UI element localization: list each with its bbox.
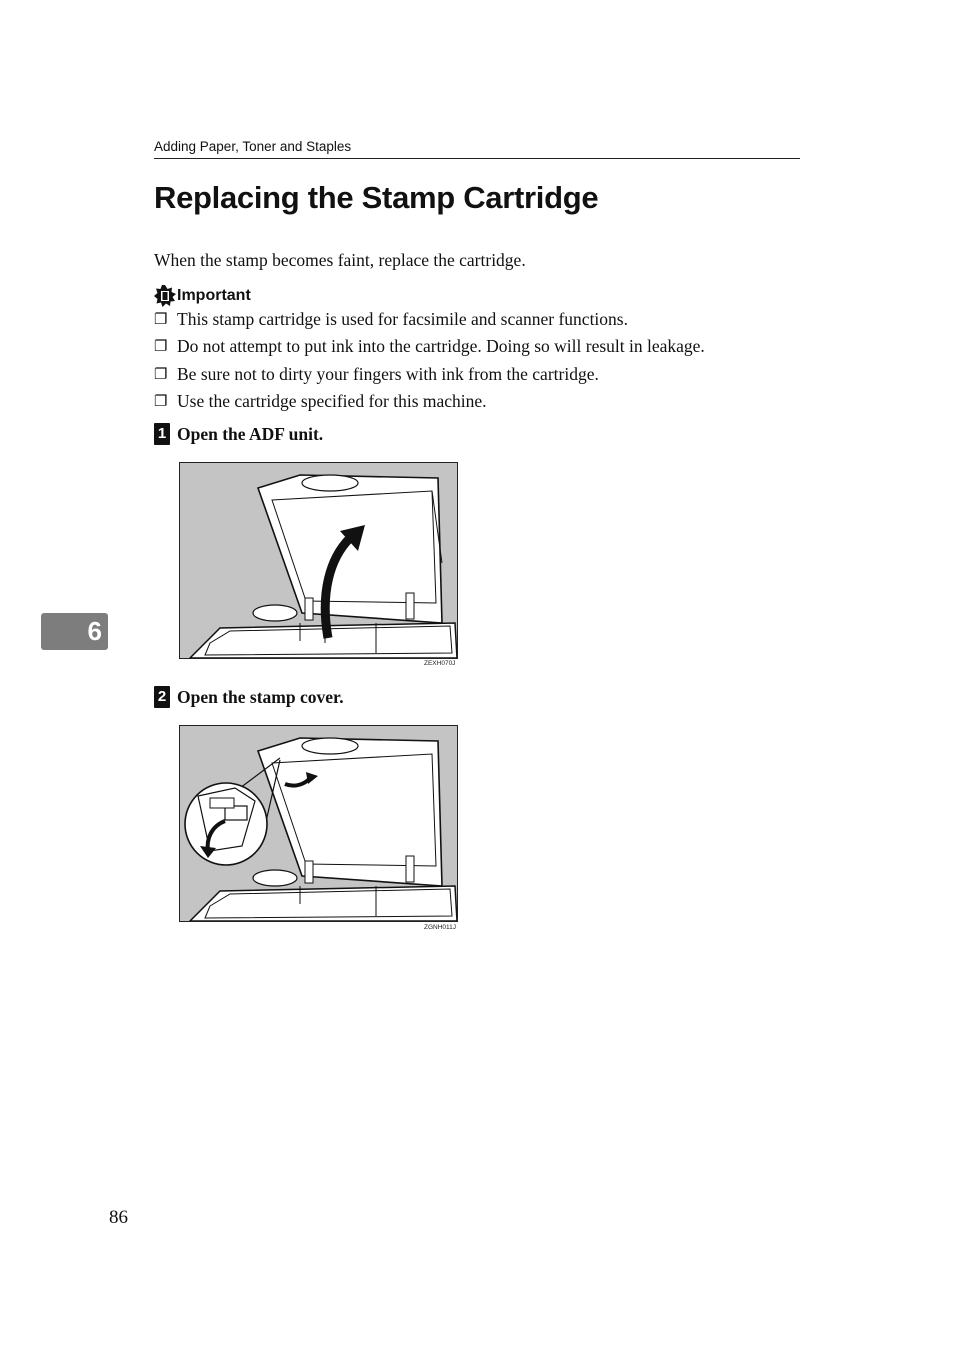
note-item: [154, 364, 705, 391]
note-text: Do not attempt to put ink into the cartridge. Doing so will result in leakage.: [177, 336, 705, 357]
intro-text: When the stamp becomes faint, replace the cartridge.: [154, 250, 526, 270]
important-notes-list: [154, 309, 705, 418]
figure-code: ZEXH070J: [424, 660, 456, 667]
step-2: [154, 686, 344, 708]
step-number-badge: 2: [154, 686, 170, 708]
step-text: Open the ADF unit.: [177, 423, 324, 444]
note-text: This stamp cartridge is used for facsimile and scanner functions.: [177, 309, 628, 329]
figure-open-adf-unit: [179, 462, 458, 659]
note-item: [154, 391, 705, 418]
figure-open-stamp-cover: [179, 725, 458, 922]
step-1: [154, 423, 323, 445]
page-number: 86: [109, 1207, 128, 1228]
note-item: [154, 336, 705, 363]
note-text: Be sure not to dirty your fingers with ink from the cartridge.: [177, 363, 599, 384]
figure-code: ZGNH011J: [424, 924, 457, 931]
note-item: [154, 309, 705, 336]
running-header: Adding Paper, Toner and Staples: [154, 139, 800, 159]
stamp-cover-illustration: [180, 726, 457, 921]
checkbox-bullet-icon: ❐: [154, 366, 168, 383]
step-number-badge: 1: [154, 423, 170, 445]
important-heading: [154, 285, 251, 307]
important-label: Important: [177, 287, 251, 304]
checkbox-bullet-icon: ❐: [154, 393, 168, 410]
important-icon: [154, 285, 176, 307]
checkbox-bullet-icon: ❐: [154, 312, 168, 328]
step-text: Open the stamp cover.: [177, 686, 344, 707]
chapter-tab: 6: [41, 613, 108, 650]
adf-open-illustration: [180, 463, 457, 658]
page-title: Replacing the Stamp Cartridge: [154, 180, 599, 215]
note-text: Use the cartridge specified for this machine.: [177, 390, 487, 411]
checkbox-bullet-icon: ❐: [154, 339, 168, 356]
